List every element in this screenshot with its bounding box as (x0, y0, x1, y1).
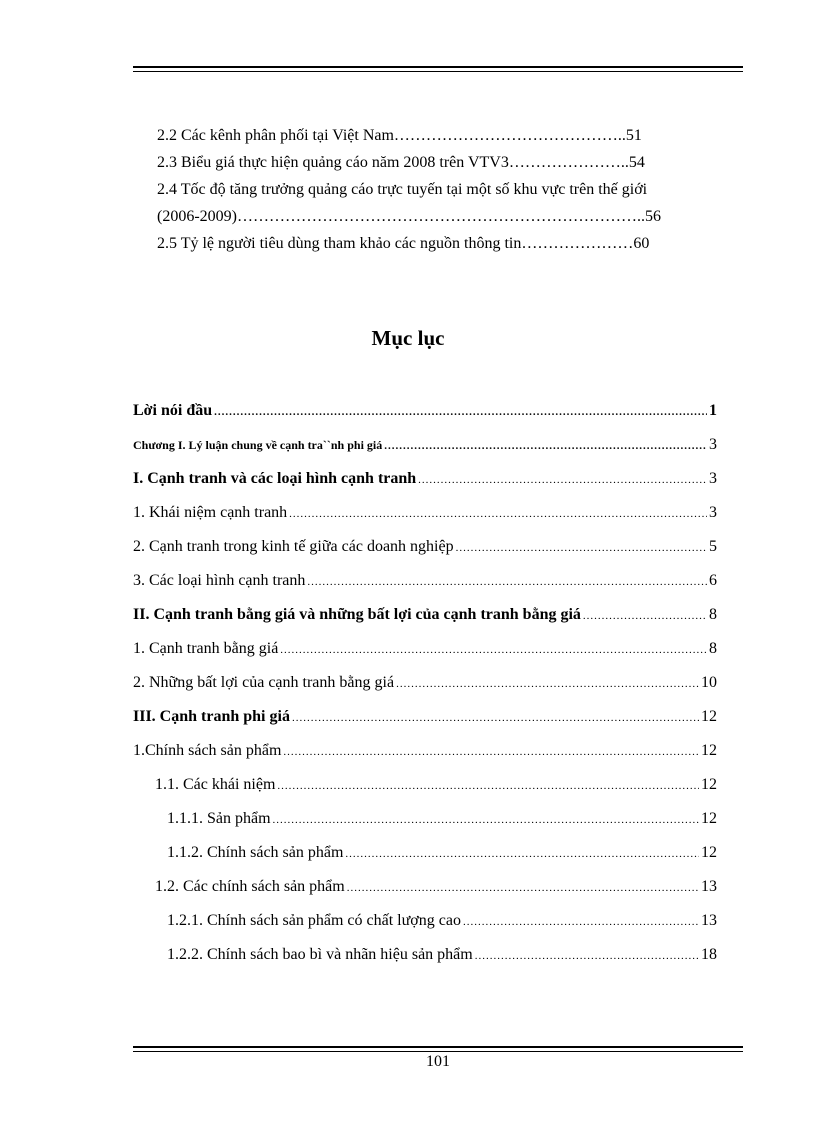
toc-entry-page: 12 (701, 844, 717, 861)
toc-entry-page: 3 (709, 436, 717, 453)
toc-leader (307, 576, 707, 588)
toc-entry-page: 8 (709, 606, 717, 623)
toc-entry-page: 18 (701, 946, 717, 963)
toc-entry-label: 1.2. Các chính sách sản phẩm (155, 878, 345, 895)
toc-entry-label: 1. Cạnh tranh bằng giá (133, 640, 279, 657)
toc-leader (277, 780, 699, 792)
toc-entry[interactable] (133, 470, 717, 504)
figure-entry: 2.4 Tốc độ tăng trưởng quảng cáo trực tuyến tại một số khu vực trên thế giới (157, 181, 648, 198)
toc-entry[interactable] (133, 708, 717, 742)
toc-entry[interactable] (133, 878, 717, 912)
toc-leader (347, 882, 699, 894)
toc-entry-label: Chương I. Lý luận chung về cạnh tra``nh phi giá (133, 438, 383, 452)
toc-entry-page: 13 (701, 878, 717, 895)
toc-entry-page: 12 (701, 708, 717, 725)
toc-leader (456, 542, 707, 554)
toc-entry-label: 1.1.1. Sản phẩm (167, 810, 271, 827)
toc-leader (345, 848, 699, 860)
toc-entry[interactable] (133, 606, 717, 640)
footer-rule (133, 1046, 743, 1052)
toc-leader (292, 712, 699, 724)
toc-entry-page: 5 (709, 538, 717, 555)
toc-entry-page: 12 (701, 742, 717, 759)
toc-entry-label: III. Cạnh tranh phi giá (133, 708, 290, 725)
toc-entry[interactable] (133, 776, 717, 810)
toc-entry-label: 3. Các loại hình cạnh tranh (133, 572, 306, 589)
toc-entry[interactable] (133, 640, 717, 674)
figure-entry: 2.3 Biểu giá thực hiện quảng cáo năm 2008 trên VTV3…………………..54 (157, 154, 645, 171)
figure-entry: 2.2 Các kênh phân phối tại Việt Nam……………………………………..51 (157, 127, 642, 144)
toc-entry[interactable] (133, 504, 717, 538)
toc-entry[interactable] (133, 436, 717, 470)
toc-entry-label: I. Cạnh tranh và các loại hình cạnh tranh (133, 470, 417, 487)
toc-leader (396, 678, 699, 690)
table-of-contents (133, 402, 717, 980)
toc-entry[interactable] (133, 674, 717, 708)
toc-entry[interactable] (133, 810, 717, 844)
figure-entry: (2006-2009)…………………………………………………………………..56 (157, 208, 661, 225)
toc-entry-label: 1.2.2. Chính sách bao bì và nhãn hiệu sản phẩm (167, 946, 473, 963)
page-number: 101 (426, 1053, 450, 1070)
toc-leader (283, 746, 699, 758)
toc-leader (583, 610, 707, 622)
toc-entry-label: 1. Khái niệm cạnh tranh (133, 504, 288, 521)
toc-entry-label: 2. Cạnh tranh trong kinh tế giữa các doanh nghiệp (133, 538, 454, 555)
toc-leader (463, 916, 699, 928)
toc-entry-label: II. Cạnh tranh bằng giá và những bất lợi của cạnh tranh bằng giá (133, 606, 581, 623)
toc-leader (289, 508, 707, 520)
page-title: Mục lục (371, 326, 445, 350)
header-rule (133, 66, 743, 72)
toc-entry-label: Lời nói đầu (133, 402, 213, 419)
toc-leader (280, 644, 707, 656)
figure-entry: 2.5 Tỷ lệ người tiêu dùng tham khảo các nguồn thông tin…………………60 (157, 235, 650, 252)
toc-entry-label: 1.2.1. Chính sách sản phẩm có chất lượng cao (167, 912, 461, 929)
toc-entry[interactable] (133, 742, 717, 776)
toc-entry[interactable] (133, 572, 717, 606)
figure-list (157, 122, 740, 257)
toc-leader (384, 440, 707, 452)
toc-leader (273, 814, 699, 826)
toc-entry[interactable] (133, 844, 717, 878)
toc-entry[interactable] (133, 402, 717, 436)
toc-entry-page: 12 (701, 776, 717, 793)
toc-entry[interactable] (133, 946, 717, 980)
toc-entry-page: 6 (709, 572, 717, 589)
toc-entry-label: 1.Chính sách sản phẩm (133, 742, 282, 759)
toc-entry-label: 1.1.2. Chính sách sản phẩm (167, 844, 344, 861)
toc-leader (214, 406, 707, 418)
toc-entry-page: 8 (709, 640, 717, 657)
toc-leader (418, 474, 707, 486)
toc-entry[interactable] (133, 912, 717, 946)
toc-entry-page: 12 (701, 810, 717, 827)
toc-entry[interactable] (133, 538, 717, 572)
toc-leader (475, 950, 699, 962)
toc-entry-page: 3 (709, 504, 717, 521)
toc-entry-page: 13 (701, 912, 717, 929)
toc-entry-page: 3 (709, 470, 717, 487)
toc-entry-page: 10 (701, 674, 717, 691)
toc-entry-label: 2. Những bất lợi của cạnh tranh bằng giá (133, 674, 395, 691)
toc-entry-page: 1 (709, 402, 717, 419)
toc-entry-label: 1.1. Các khái niệm (155, 776, 276, 793)
